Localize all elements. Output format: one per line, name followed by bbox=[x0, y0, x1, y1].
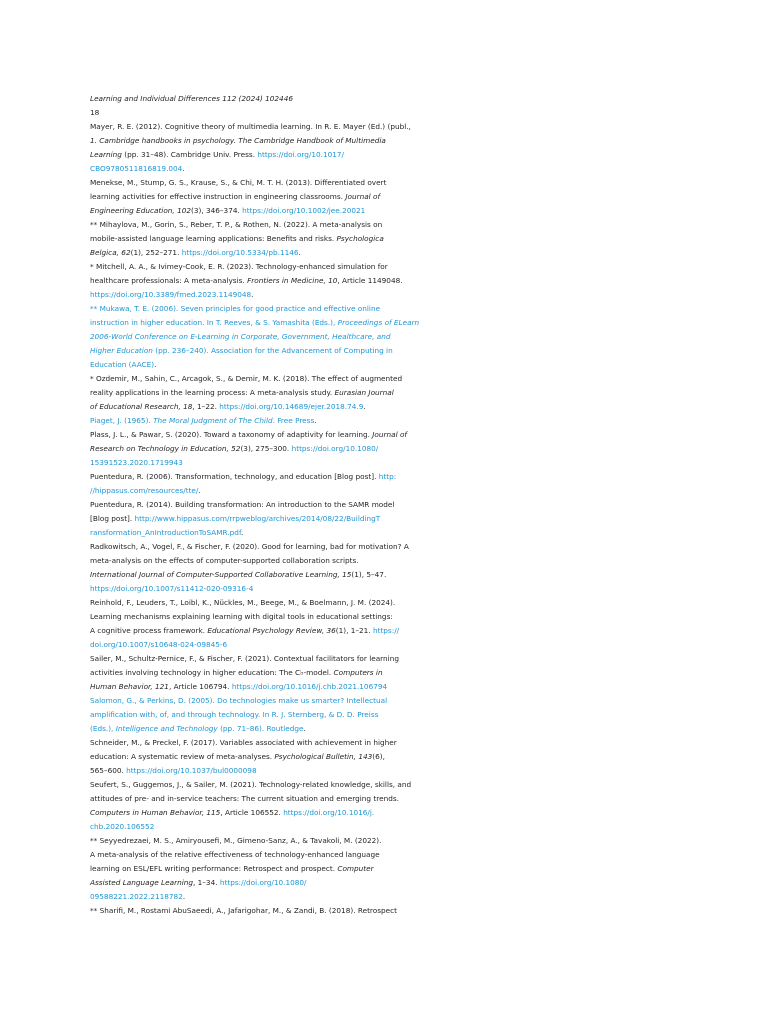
reference-line bbox=[90, 526, 243, 540]
reference-text: . bbox=[298, 248, 301, 257]
reference-link[interactable]: 2006-World Conference on E-Learning in Corporate, Government, Healthcare, and bbox=[90, 332, 391, 341]
reference-italic-text: Frontiers in Medicine, 10 bbox=[247, 276, 338, 285]
reference-link[interactable]: https://doi.org/10.1037/bul0000098 bbox=[126, 766, 257, 775]
reference-link[interactable]: https://doi.org/10.5334/pb.1146 bbox=[181, 248, 299, 257]
reference-italic-text: Journal of bbox=[372, 430, 407, 439]
reference-line bbox=[90, 610, 393, 624]
reference-text: . bbox=[303, 724, 306, 733]
reference-line bbox=[90, 134, 386, 148]
reference-italic-text: Psychologica bbox=[336, 234, 384, 243]
reference-line bbox=[90, 722, 306, 736]
reference-text: mobile-assisted language learning applications: Benefits and risks. bbox=[90, 234, 337, 243]
reference-text: ** Mihaylova, M., Gorin, S., Reber, T. P., & Rothen, N. (2022). A meta-analysis on bbox=[90, 220, 383, 229]
reference-italic-text: Research on Technology in Education, 52 bbox=[90, 444, 241, 453]
reference-text: (1), 252–271. bbox=[130, 248, 182, 257]
reference-text: Schneider, M., & Preckel, F. (2017). Variables associated with achievement in higher bbox=[90, 738, 397, 747]
reference-line bbox=[90, 554, 359, 568]
reference-text: Radkowitsch, A., Vogel, F., & Fischer, F. (2020). Good for learning, bad for motivation? A bbox=[90, 542, 409, 551]
reference-text: education: A systematic review of meta-analyses. bbox=[90, 752, 275, 761]
reference-text: , Article 106794. bbox=[168, 682, 232, 691]
reference-line bbox=[90, 246, 301, 260]
reference-text: (pp. 31–48). Cambridge Univ. Press. bbox=[121, 150, 258, 159]
reference-text: . bbox=[182, 164, 185, 173]
reference-link[interactable]: https://doi.org/10.1007/s11412-020-09316-4 bbox=[90, 584, 254, 593]
reference-line bbox=[90, 820, 154, 834]
reference-line bbox=[90, 176, 386, 190]
reference-text: , 1–22. bbox=[192, 402, 220, 411]
reference-line bbox=[90, 204, 365, 218]
reference-link[interactable]: . Free Press bbox=[272, 416, 315, 425]
reference-italic-text: Human Behavior, 121 bbox=[90, 682, 169, 691]
reference-line bbox=[90, 316, 419, 330]
reference-line bbox=[90, 708, 378, 722]
reference-line bbox=[90, 862, 374, 876]
reference-line bbox=[90, 344, 393, 358]
reference-italic-text: Computer bbox=[337, 864, 374, 873]
journal-header: Learning and Individual Differences 112 (2024) 102446 bbox=[90, 94, 293, 103]
reference-line bbox=[90, 358, 156, 372]
reference-link[interactable]: ** Mukawa, T. E. (2006). Seven principles for good practice and effective online bbox=[90, 304, 381, 313]
reference-italic-text: Journal of bbox=[345, 192, 381, 201]
reference-text: ** Seyyedrezaei, M. S., Amiryousefi, M., Gimeno-Sanz, A., & Tavakoli, M. (2022). bbox=[90, 836, 382, 845]
reference-text: . bbox=[314, 416, 317, 425]
reference-link[interactable]: 09588221.2022.2118782 bbox=[90, 892, 183, 901]
reference-text: reality applications in the learning process: A meta-analysis study. bbox=[90, 388, 335, 397]
reference-line bbox=[90, 792, 399, 806]
reference-text: Plass, J. L., & Pawar, S. (2020). Toward a taxonomy of adaptivity for learning. bbox=[90, 430, 373, 439]
reference-text: . bbox=[154, 360, 157, 369]
reference-line bbox=[90, 414, 317, 428]
reference-italic-text: Learning bbox=[90, 150, 122, 159]
reference-link[interactable]: Piaget, J. (1965). bbox=[90, 416, 154, 425]
reference-link[interactable]: Higher Education bbox=[90, 346, 153, 355]
reference-text: Puentedura, R. (2006). Transformation, technology, and education [Blog post]. bbox=[90, 472, 379, 481]
reference-line bbox=[90, 806, 374, 820]
reference-line bbox=[90, 652, 399, 666]
reference-link[interactable]: Proceedings of ELearn bbox=[337, 318, 420, 327]
reference-text: . bbox=[363, 402, 366, 411]
reference-line bbox=[90, 470, 396, 484]
reference-line bbox=[90, 834, 381, 848]
reference-link[interactable]: https://doi.org/10.1016/j.chb.2021.106794 bbox=[231, 682, 388, 691]
reference-text: . bbox=[182, 892, 186, 901]
reference-text: 565–600. bbox=[90, 766, 127, 775]
reference-text: (6), bbox=[372, 752, 385, 761]
reference-link[interactable]: https://doi.org/10.14689/ejer.2018.74.9 bbox=[219, 402, 364, 411]
reference-italic-text: Educational Psychology Review, 36 bbox=[207, 626, 336, 635]
reference-text: (3), 275–300. bbox=[240, 444, 292, 453]
reference-line bbox=[90, 428, 407, 442]
reference-link[interactable]: https://doi.org/10.1080/ bbox=[291, 444, 379, 453]
reference-line bbox=[90, 190, 380, 204]
reference-link[interactable]: https://doi.org/10.1016/j. bbox=[283, 808, 375, 817]
reference-text: Sailer, M., Schultz-Pernice, F., & Fischer, F. (2021). Contextual facilitators for learning bbox=[90, 654, 399, 663]
reference-line bbox=[90, 456, 183, 470]
reference-link[interactable]: http: bbox=[378, 472, 397, 481]
reference-link[interactable]: (pp. 71–86). Routledge bbox=[217, 724, 304, 733]
reference-text: Learning mechanisms explaining learning with digital tools in educational settings: bbox=[90, 612, 393, 621]
reference-line bbox=[90, 386, 394, 400]
reference-line bbox=[90, 904, 397, 918]
reference-text: learning on ESL/EFL writing performance: Retrospect and prospect. bbox=[90, 864, 338, 873]
reference-line bbox=[90, 568, 386, 582]
reference-line bbox=[90, 498, 394, 512]
reference-text: Menekse, M., Stump, G. S., Krause, S., & Chi, M. T. H. (2013). Differentiated overt bbox=[90, 178, 387, 187]
reference-line bbox=[90, 638, 227, 652]
reference-link[interactable]: (Eds.), bbox=[90, 724, 116, 733]
reference-line bbox=[90, 512, 380, 526]
reference-line bbox=[90, 778, 411, 792]
reference-italic-text: Engineering Education, 102 bbox=[90, 206, 191, 215]
reference-link[interactable]: doi.org/10.1007/s10648-024-09845-6 bbox=[90, 640, 228, 649]
reference-link[interactable]: (pp. 236–240). Association for the Advancement of Computing in bbox=[152, 346, 393, 355]
page-number: 18 bbox=[90, 108, 100, 117]
reference-link[interactable]: Education (AACE) bbox=[90, 360, 155, 369]
reference-italic-text: Computers in Human Behavior, 115 bbox=[90, 808, 221, 817]
reference-italic-text: Computers in bbox=[333, 668, 383, 677]
reference-text: Seufert, S., Guggemos, J., & Sailer, M. (2021). Technology-related knowledge, skills, and bbox=[90, 780, 412, 789]
reference-italic-text: Belgica, 62 bbox=[90, 248, 131, 257]
reference-line bbox=[90, 764, 257, 778]
reference-link[interactable]: https://doi.org/10.1002/jee.20021 bbox=[242, 206, 366, 215]
reference-line bbox=[90, 400, 366, 414]
reference-text: * Ozdemir, M., Sahin, C., Arcagok, S., & Demir, M. K. (2018). The effect of augmented bbox=[90, 374, 403, 383]
reference-line bbox=[90, 540, 409, 554]
reference-link[interactable]: ransformation_AnIntroductionToSAMR.pdf bbox=[90, 528, 241, 537]
reference-italic-text: International Journal of Computer-Supported Collaborative Learning, 15 bbox=[90, 570, 352, 579]
reference-link[interactable]: Intelligence and Technology bbox=[115, 724, 218, 733]
reference-text: . bbox=[251, 290, 254, 299]
reference-line bbox=[90, 484, 201, 498]
reference-text: , Article 106552. bbox=[220, 808, 284, 817]
reference-link[interactable]: amplification with, of, and through technology. In R. J. Sternberg, & D. D. Preiss bbox=[90, 710, 379, 719]
reference-line bbox=[90, 260, 388, 274]
reference-text: Mayer, R. E. (2012). Cognitive theory of multimedia learning. In R. E. Mayer (Ed.) (publ., bbox=[90, 122, 411, 131]
reference-link[interactable]: instruction in higher education. In T. Reeves, & S. Yamashita (Eds.), bbox=[90, 318, 338, 327]
reference-italic-text: Eurasian Journal bbox=[334, 388, 394, 397]
reference-link[interactable]: Salomon, G., & Perkins, D. (2005). Do technologies make us smarter? Intellectual bbox=[90, 696, 388, 705]
reference-link[interactable]: The Moral Judgment of The Child bbox=[153, 416, 273, 425]
reference-line bbox=[90, 624, 399, 638]
reference-italic-text: 1. Cambridge handbooks in psychology. The Cambridge Handbook of Multimedia bbox=[90, 136, 386, 145]
reference-link[interactable]: https:// bbox=[372, 626, 400, 635]
reference-link[interactable]: https://doi.org/10.1017/ bbox=[257, 150, 345, 159]
reference-line bbox=[90, 680, 387, 694]
reference-text: [Blog post]. bbox=[90, 514, 135, 523]
reference-line bbox=[90, 596, 395, 610]
reference-text: A cognitive process framework. bbox=[90, 626, 208, 635]
reference-italic-text: Assisted Language Learning bbox=[90, 878, 193, 887]
reference-line bbox=[90, 288, 254, 302]
reference-text: ** Sharifi, M., Rostami AbuSaeedi, A., Jafarigohar, M., & Zandi, B. (2018). Retrospect bbox=[90, 906, 398, 915]
reference-text: , Article 1149048. bbox=[337, 276, 403, 285]
reference-line bbox=[90, 666, 383, 680]
reference-text: , 1–34. bbox=[193, 878, 220, 887]
reference-line bbox=[90, 694, 387, 708]
reference-italic-text: Psychological Bulletin, 143 bbox=[274, 752, 373, 761]
reference-line bbox=[90, 876, 307, 890]
reference-text: Puentedura, R. (2014). Building transformation: An introduction to the SAMR model bbox=[90, 500, 395, 509]
reference-text: (1), 5–47. bbox=[351, 570, 387, 579]
reference-line bbox=[90, 232, 384, 246]
reference-text: A meta-analysis of the relative effectiveness of technology-enhanced language bbox=[90, 850, 380, 859]
reference-line bbox=[90, 302, 380, 316]
reference-line bbox=[90, 736, 397, 750]
reference-text: learning activities for effective instruction in engineering classrooms. bbox=[90, 192, 346, 201]
reference-text: meta-analysis on the effects of computer-supported collaboration scripts. bbox=[90, 556, 359, 565]
reference-link[interactable]: https://doi.org/10.1080/ bbox=[219, 878, 307, 887]
reference-link[interactable]: 15391523.2020.1719943 bbox=[90, 458, 183, 467]
reference-text: (1), 1–21. bbox=[335, 626, 373, 635]
reference-line bbox=[90, 582, 253, 596]
reference-line bbox=[90, 372, 402, 386]
reference-line bbox=[90, 120, 411, 134]
reference-line bbox=[90, 848, 380, 862]
reference-text: . bbox=[240, 528, 244, 537]
reference-line bbox=[90, 162, 185, 176]
reference-line bbox=[90, 750, 385, 764]
reference-text: (3), 346–374. bbox=[191, 206, 243, 215]
reference-link[interactable]: https://doi.org/10.3389/fmed.2023.1149048 bbox=[90, 290, 252, 299]
reference-line bbox=[90, 148, 344, 162]
reference-text: healthcare professionals: A meta-analysis. bbox=[90, 276, 248, 285]
reference-text: activities involving technology in higher education: The C♭-model. bbox=[90, 668, 334, 677]
reference-line bbox=[90, 330, 390, 344]
reference-text: attitudes of pre- and in-service teachers: The current situation and emerging trends. bbox=[90, 794, 399, 803]
reference-line bbox=[90, 442, 378, 456]
reference-text: Reinhold, F., Leuders, T., Loibl, K., Nückles, M., Beege, M., & Boelmann, J. M. (2024). bbox=[90, 598, 396, 607]
reference-link[interactable]: http://www.hippasus.com/rrpweblog/archives/2014/08/22/BuildingT bbox=[134, 514, 381, 523]
reference-line bbox=[90, 274, 403, 288]
reference-link[interactable]: chb.2020.106552 bbox=[90, 822, 155, 831]
reference-italic-text: of Educational Research, 18 bbox=[90, 402, 193, 411]
reference-text: * Mitchell, A. A., & Ivimey-Cook, E. R. (2023). Technology-enhanced simulation for bbox=[90, 262, 388, 271]
reference-line bbox=[90, 218, 382, 232]
reference-line bbox=[90, 890, 185, 904]
reference-link[interactable]: CBO9780511816819.004 bbox=[90, 164, 183, 173]
reference-link[interactable]: //hippasus.com/resources/tte/ bbox=[90, 486, 199, 495]
reference-text: . bbox=[198, 486, 201, 495]
